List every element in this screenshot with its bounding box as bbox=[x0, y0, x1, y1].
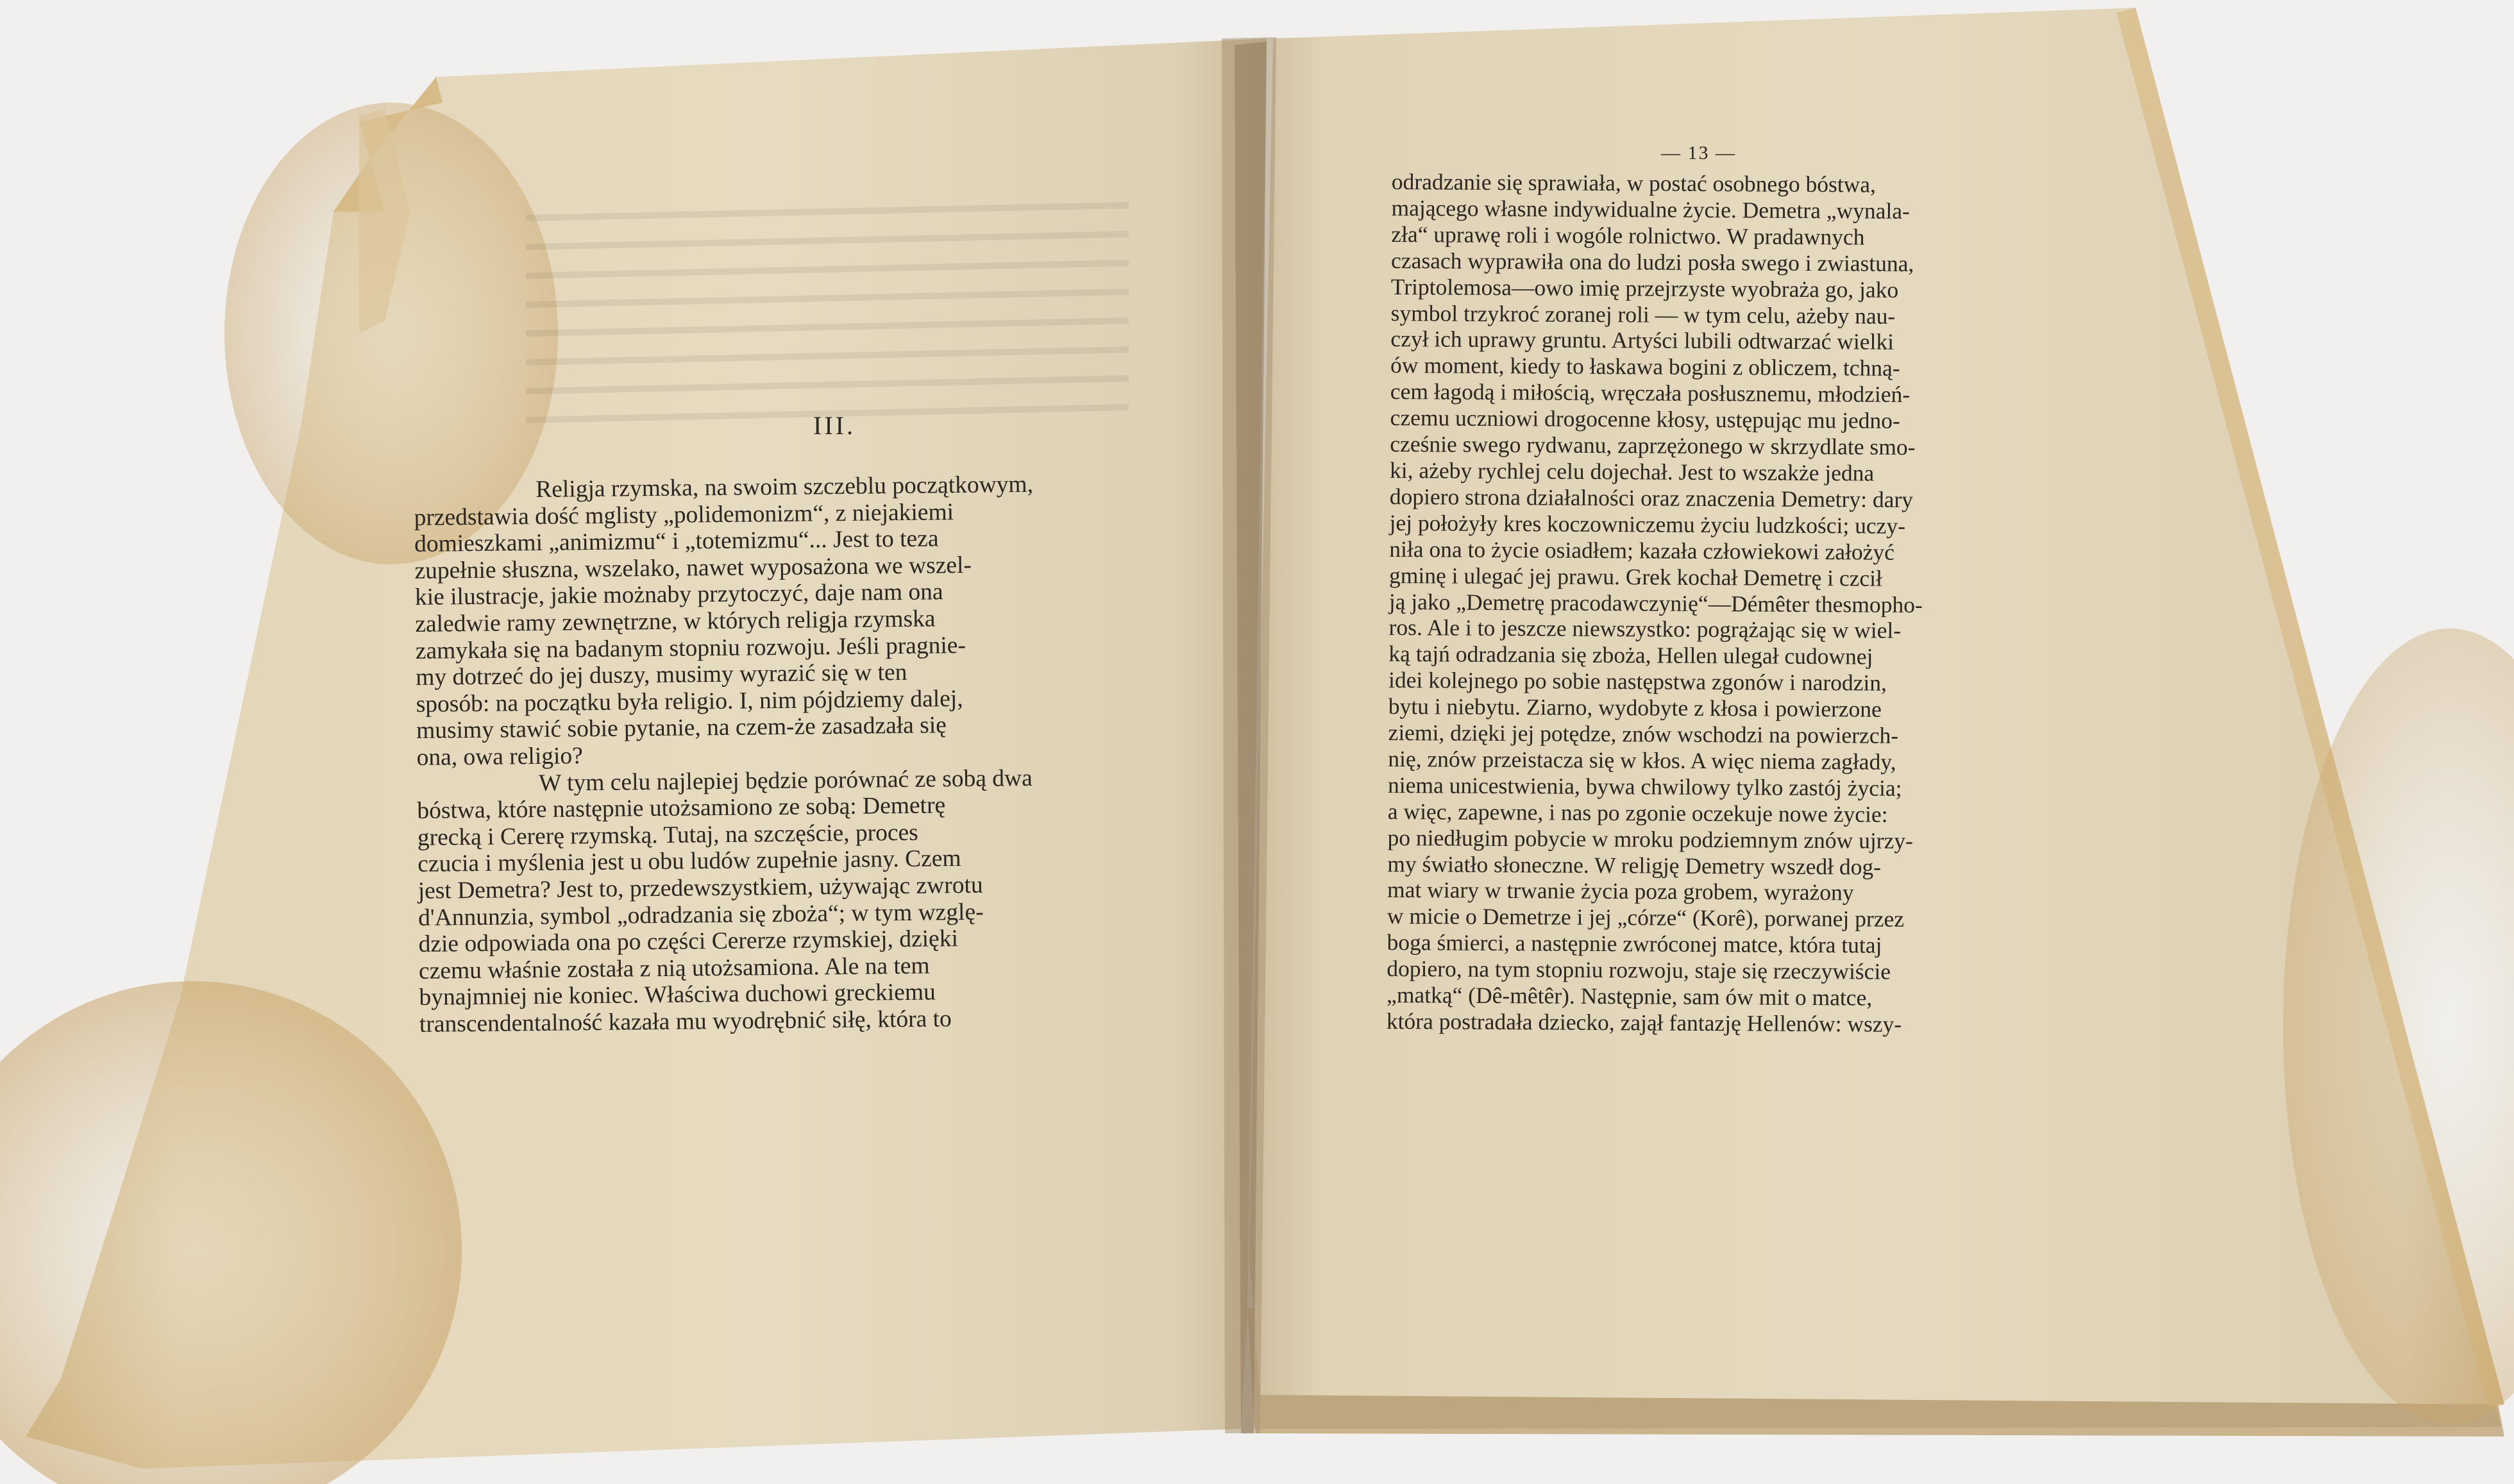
text-line: d'Annunzia, symbol „odradzania się zboża“; w tym wzglę- bbox=[418, 898, 984, 931]
text-line: idei kolejnego po sobie następstwa zgonów i narodzin, bbox=[1388, 667, 1887, 696]
text-line: ros. Ale i to jeszcze niewszystko: pogrążając się w wiel- bbox=[1388, 614, 1902, 644]
text-line: która postradała dziecko, zajął fantazję Hellenów: wszy- bbox=[1386, 1008, 1902, 1037]
text-line: bóstwa, które następnie utożsamiono ze sobą: Demetrę bbox=[417, 792, 946, 825]
text-line: czemu właśnie została z nią utożsamiona. Ale na tem bbox=[418, 952, 930, 984]
text-line: odradzanie się sprawiała, w postać osobnego bóstwa, bbox=[1391, 169, 1877, 198]
text-line: zupełnie słuszna, wszelako, nawet wyposażona we wszel- bbox=[414, 552, 972, 584]
text-line: nię, znów przeistacza się w kłos. A więc niema zagłady, bbox=[1388, 745, 1896, 775]
text-line: dopiero strona działalności oraz znaczenia Demetry: dary bbox=[1389, 483, 1914, 512]
chapter-heading: III. bbox=[813, 411, 856, 440]
text-line: czemu uczniowi drogocenne kłosy, ustępując mu jedno- bbox=[1390, 405, 1900, 434]
text-line: „matką“ (Dê-mêtêr). Następnie, sam ów mit o matce, bbox=[1387, 982, 1873, 1011]
text-line: cem łagodą i miłością, wręczała posłusznemu, młodzień- bbox=[1390, 378, 1911, 408]
text-line: przedstawia dość mglisty „polidemonizm“, z niejakiemi bbox=[414, 498, 954, 531]
text-line: dzie odpowiada ona po części Cererze rzymskiej, dzięki bbox=[418, 925, 959, 958]
left-page-text bbox=[414, 471, 1039, 1038]
text-line: bynajmniej nie koniec. Właściwa duchowi greckiemu bbox=[419, 979, 936, 1011]
text-line: transcendentalność kazała mu wyodrębnić siłę, która to bbox=[419, 1006, 952, 1038]
text-line: a więc, zapewne, i nas po zgonie oczekuje nowe życie: bbox=[1387, 798, 1888, 827]
text-line: musimy stawić sobie pytanie, na czem-że zasadzała się bbox=[416, 712, 947, 745]
text-line: cześnie swego rydwanu, zaprzężonego w skrzydlate smo- bbox=[1390, 431, 1916, 460]
text-line: boga śmierci, a następnie zwróconej matce, która tutaj bbox=[1387, 929, 1882, 958]
text-line: ki, ażeby rychlej celu dojechał. Jest to wszakże jedna bbox=[1390, 457, 1875, 486]
text-line: po niedługim pobycie w mroku podziemnym znów ujrzy- bbox=[1387, 824, 1914, 854]
text-line: grecką i Cererę rzymską. Tutaj, na szczęście, proces bbox=[417, 819, 918, 851]
right-page-text bbox=[1387, 169, 1925, 1038]
text-line: Triptolemosa—owo imię przejrzyste wyobraża go, jako bbox=[1390, 273, 1899, 303]
text-line: jest Demetra? Jest to, przedewszystkiem, używając zwrotu bbox=[418, 872, 983, 904]
text-line: zła“ uprawę roli i wogóle rolnictwo. W pradawnych bbox=[1391, 221, 1865, 250]
text-line: gminę i ulegać jej prawu. Grek kochał Demetrę i czcił bbox=[1389, 562, 1883, 591]
text-line: czasach wyprawiła ona do ludzi posła swego i zwiastuna, bbox=[1391, 247, 1914, 276]
text-line: czył ich uprawy gruntu. Artyści lubili odtwarzać wielki bbox=[1390, 326, 1894, 355]
text-line: niła ona to życie osiadłem; kazała człowiekowi założyć bbox=[1389, 535, 1895, 565]
text-line: my światło słoneczne. W religję Demetry wszedł dog- bbox=[1387, 850, 1882, 880]
text-line: niema unicestwienia, bywa chwilowy tylko zastój życia; bbox=[1388, 772, 1902, 801]
text-line: sposób: na początku była religio. I, nim pójdziemy dalej, bbox=[416, 685, 963, 718]
text-line: bytu i niebytu. Ziarno, wydobyte z kłosa i powierzone bbox=[1388, 693, 1882, 722]
page-number: — 13 — bbox=[1661, 142, 1736, 164]
text-line: jej położyły kres koczowniczemu życiu ludzkości; uczy- bbox=[1389, 509, 1906, 539]
text-line: ką tajń odradzania się zboża, Hellen ulegał cudownej bbox=[1388, 641, 1873, 670]
text-line: W tym celu najlepiej będzie porównać ze sobą dwa bbox=[538, 764, 1033, 797]
text-line: ona, owa religio? bbox=[416, 743, 584, 771]
text-line: my dotrzeć do jej duszy, musimy wyrazić się w ten bbox=[416, 659, 907, 691]
text-line: dopiero, na tym stopniu rozwoju, staje się rzeczywiście bbox=[1387, 956, 1891, 984]
text-line: w micie o Demetrze i jej „córze“ (Korê), porwanej przez bbox=[1387, 903, 1905, 932]
text-line: Religja rzymska, na swoim szczeblu początkowym, bbox=[535, 471, 1034, 503]
text-line: mającego własne indywidualne życie. Demetra „wynala- bbox=[1391, 194, 1910, 224]
text-line: czucia i myślenia jest u obu ludów zupełnie jasny. Czem bbox=[418, 845, 961, 878]
text-line: domieszkami „animizmu“ i „totemizmu“... Jest to teza bbox=[414, 525, 939, 558]
text-line: ziemi, dzięki jej potędze, znów wschodzi na powierzch- bbox=[1388, 720, 1899, 748]
text-line: symbol trzykroć zoranej roli — w tym celu, ażeby nau- bbox=[1390, 299, 1896, 329]
text-line: kie ilustracje, jakie możnaby przytoczyć, daje nam ona bbox=[414, 578, 943, 611]
text-line: mat wiary w trwanie życia poza grobem, wyrażony bbox=[1387, 877, 1854, 906]
text-line: zaledwie ramy zewnętrzne, w których religja rzymska bbox=[415, 605, 936, 637]
text-line: ów moment, kiedy to łaskawa bogini z obliczem, tchną- bbox=[1390, 352, 1900, 382]
text-line: ją jako „Demetrę pracodawczynię“—Démêter thesmopho- bbox=[1388, 588, 1923, 618]
text-line: zamykała się na badanym stopniu rozwoju. Jeśli pragnie- bbox=[415, 632, 966, 664]
